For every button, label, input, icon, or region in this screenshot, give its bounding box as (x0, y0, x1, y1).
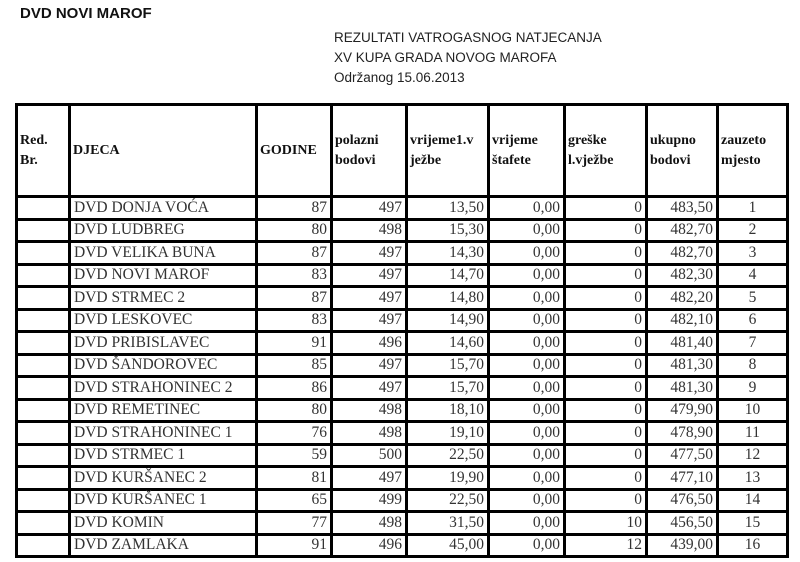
cell-red-br (17, 467, 70, 490)
cell-mjesto: 2 (718, 219, 788, 242)
cell-greske: 0 (565, 467, 647, 490)
cell-mjesto: 12 (718, 444, 788, 467)
cell-vrijeme-vjezbe: 15,30 (407, 219, 489, 242)
table-row (17, 444, 788, 467)
table-row (17, 467, 788, 490)
cell-red-br (17, 219, 70, 242)
table-header-row (17, 105, 788, 197)
cell-ukupno-bodovi: 478,90 (647, 422, 718, 445)
cell-greske: 0 (565, 242, 647, 265)
column-header-djeca: DJECA (70, 105, 257, 197)
header-text: bodovi (335, 152, 376, 168)
cell-team-name: DVD STRMEC 1 (70, 444, 257, 467)
cell-greske: 0 (565, 264, 647, 287)
cell-greske: 12 (565, 534, 647, 557)
cell-vrijeme-vjezbe: 14,90 (407, 309, 489, 332)
header-text: Br. (20, 152, 38, 168)
organization-title: DVD NOVI MAROF (20, 5, 152, 22)
cell-vrijeme-vjezbe: 13,50 (407, 197, 489, 220)
cell-polazni-bodovi: 497 (332, 197, 407, 220)
cell-team-name: DVD ŠANDOROVEC (70, 354, 257, 377)
cell-greske: 0 (565, 399, 647, 422)
column-header-zauzeto-mjesto (718, 105, 788, 197)
cell-greske: 0 (565, 332, 647, 355)
cell-vrijeme-vjezbe: 22,50 (407, 489, 489, 512)
header-text: ukupno (650, 132, 696, 148)
cell-polazni-bodovi: 497 (332, 467, 407, 490)
cell-ukupno-bodovi: 482,30 (647, 264, 718, 287)
subtitle-line-event: REZULTATI VATROGASNOG NATJECANJA (334, 30, 602, 45)
cell-ukupno-bodovi: 479,90 (647, 399, 718, 422)
table-row (17, 377, 788, 400)
header-text: Red. (20, 132, 48, 148)
cell-team-name: DVD STRMEC 2 (70, 287, 257, 310)
cell-mjesto: 15 (718, 512, 788, 535)
table-row (17, 489, 788, 512)
cell-red-br (17, 377, 70, 400)
column-header-ukupno-bodovi (647, 105, 718, 197)
cell-greske: 0 (565, 422, 647, 445)
cell-mjesto: 4 (718, 264, 788, 287)
cell-godine: 87 (257, 242, 332, 265)
header-text: vrijeme (492, 132, 538, 148)
cell-ukupno-bodovi: 481,40 (647, 332, 718, 355)
cell-vrijeme-vjezbe: 31,50 (407, 512, 489, 535)
table-row (17, 399, 788, 422)
cell-vrijeme-stafete: 0,00 (489, 197, 565, 220)
cell-team-name: DVD KURŠANEC 2 (70, 467, 257, 490)
cell-vrijeme-stafete: 0,00 (489, 332, 565, 355)
cell-mjesto: 8 (718, 354, 788, 377)
results-table (15, 103, 789, 558)
table-row (17, 422, 788, 445)
cell-vrijeme-stafete: 0,00 (489, 242, 565, 265)
cell-godine: 91 (257, 332, 332, 355)
cell-red-br (17, 287, 70, 310)
cell-team-name: DVD PRIBISLAVEC (70, 332, 257, 355)
cell-vrijeme-vjezbe: 22,50 (407, 444, 489, 467)
cell-godine: 87 (257, 197, 332, 220)
cell-team-name: DVD STRAHONINEC 2 (70, 377, 257, 400)
cell-vrijeme-vjezbe: 14,70 (407, 264, 489, 287)
column-header-red-br (17, 105, 70, 197)
cell-godine: 59 (257, 444, 332, 467)
table-row (17, 287, 788, 310)
cell-red-br (17, 309, 70, 332)
cell-vrijeme-stafete: 0,00 (489, 287, 565, 310)
cell-godine: 65 (257, 489, 332, 512)
cell-greske: 0 (565, 197, 647, 220)
cell-polazni-bodovi: 498 (332, 399, 407, 422)
header-text: l.vježbe (568, 152, 614, 168)
cell-vrijeme-stafete: 0,00 (489, 444, 565, 467)
table-row (17, 512, 788, 535)
cell-polazni-bodovi: 498 (332, 219, 407, 242)
cell-polazni-bodovi: 497 (332, 377, 407, 400)
table-row (17, 534, 788, 557)
cell-team-name: DVD LESKOVEC (70, 309, 257, 332)
cell-vrijeme-stafete: 0,00 (489, 512, 565, 535)
cell-red-br (17, 354, 70, 377)
header-text: zauzeto (721, 132, 767, 148)
cell-godine: 83 (257, 264, 332, 287)
cell-vrijeme-stafete: 0,00 (489, 309, 565, 332)
cell-ukupno-bodovi: 482,20 (647, 287, 718, 310)
column-header-vrijeme-stafete (489, 105, 565, 197)
cell-ukupno-bodovi: 477,10 (647, 467, 718, 490)
column-header-greske-vjezbe (565, 105, 647, 197)
cell-vrijeme-stafete: 0,00 (489, 399, 565, 422)
cell-vrijeme-stafete: 0,00 (489, 377, 565, 400)
cell-greske: 0 (565, 444, 647, 467)
cell-mjesto: 16 (718, 534, 788, 557)
cell-greske: 0 (565, 489, 647, 512)
header-text: polazni (335, 132, 379, 148)
table-row (17, 197, 788, 220)
cell-vrijeme-stafete: 0,00 (489, 422, 565, 445)
cell-polazni-bodovi: 497 (332, 264, 407, 287)
cell-mjesto: 5 (718, 287, 788, 310)
cell-team-name: DVD LUDBREG (70, 219, 257, 242)
cell-mjesto: 6 (718, 309, 788, 332)
column-header-godine: GODINE (257, 105, 332, 197)
cell-polazni-bodovi: 496 (332, 534, 407, 557)
cell-red-br (17, 534, 70, 557)
cell-red-br (17, 332, 70, 355)
cell-mjesto: 3 (718, 242, 788, 265)
cell-ukupno-bodovi: 481,30 (647, 377, 718, 400)
cell-mjesto: 7 (718, 332, 788, 355)
document-subtitle (334, 28, 602, 88)
cell-red-br (17, 197, 70, 220)
cell-vrijeme-stafete: 0,00 (489, 489, 565, 512)
cell-red-br (17, 242, 70, 265)
cell-mjesto: 10 (718, 399, 788, 422)
cell-vrijeme-vjezbe: 19,10 (407, 422, 489, 445)
cell-ukupno-bodovi: 456,50 (647, 512, 718, 535)
cell-polazni-bodovi: 498 (332, 512, 407, 535)
table-row (17, 242, 788, 265)
cell-greske: 0 (565, 309, 647, 332)
cell-vrijeme-vjezbe: 45,00 (407, 534, 489, 557)
cell-red-br (17, 264, 70, 287)
cell-vrijeme-vjezbe: 14,60 (407, 332, 489, 355)
cell-vrijeme-vjezbe: 18,10 (407, 399, 489, 422)
cell-vrijeme-stafete: 0,00 (489, 534, 565, 557)
header-text: vrijeme1.v (410, 132, 474, 148)
column-header-vrijeme-vjezbe (407, 105, 489, 197)
cell-greske: 10 (565, 512, 647, 535)
cell-ukupno-bodovi: 476,50 (647, 489, 718, 512)
cell-red-br (17, 444, 70, 467)
cell-vrijeme-vjezbe: 14,80 (407, 287, 489, 310)
cell-godine: 80 (257, 399, 332, 422)
table-row (17, 219, 788, 242)
cell-polazni-bodovi: 500 (332, 444, 407, 467)
cell-godine: 83 (257, 309, 332, 332)
cell-polazni-bodovi: 499 (332, 489, 407, 512)
cell-godine: 76 (257, 422, 332, 445)
cell-vrijeme-stafete: 0,00 (489, 219, 565, 242)
cell-greske: 0 (565, 219, 647, 242)
cell-ukupno-bodovi: 482,10 (647, 309, 718, 332)
header-text: mjesto (721, 152, 761, 168)
cell-ukupno-bodovi: 481,30 (647, 354, 718, 377)
header-text: bodovi (650, 152, 691, 168)
header-text: štafete (492, 152, 531, 168)
cell-red-br (17, 512, 70, 535)
cell-polazni-bodovi: 496 (332, 332, 407, 355)
cell-godine: 85 (257, 354, 332, 377)
cell-vrijeme-stafete: 0,00 (489, 467, 565, 490)
cell-ukupno-bodovi: 439,00 (647, 534, 718, 557)
cell-team-name: DVD STRAHONINEC 1 (70, 422, 257, 445)
cell-polazni-bodovi: 497 (332, 309, 407, 332)
cell-polazni-bodovi: 497 (332, 354, 407, 377)
cell-red-br (17, 422, 70, 445)
cell-team-name: DVD NOVI MAROF (70, 264, 257, 287)
table-row (17, 309, 788, 332)
subtitle-line-date: Održanog 15.06.2013 (334, 70, 465, 85)
subtitle-line-cup: XV KUPA GRADA NOVOG MAROFA (334, 50, 557, 65)
table-row (17, 354, 788, 377)
cell-vrijeme-vjezbe: 15,70 (407, 354, 489, 377)
cell-greske: 0 (565, 287, 647, 310)
cell-ukupno-bodovi: 482,70 (647, 219, 718, 242)
cell-polazni-bodovi: 498 (332, 422, 407, 445)
cell-mjesto: 13 (718, 467, 788, 490)
cell-vrijeme-stafete: 0,00 (489, 354, 565, 377)
cell-godine: 81 (257, 467, 332, 490)
cell-team-name: DVD KURŠANEC 1 (70, 489, 257, 512)
cell-mjesto: 9 (718, 377, 788, 400)
cell-ukupno-bodovi: 477,50 (647, 444, 718, 467)
cell-red-br (17, 489, 70, 512)
cell-vrijeme-stafete: 0,00 (489, 264, 565, 287)
table-body (17, 197, 788, 557)
cell-godine: 77 (257, 512, 332, 535)
table-row (17, 264, 788, 287)
cell-godine: 80 (257, 219, 332, 242)
cell-vrijeme-vjezbe: 15,70 (407, 377, 489, 400)
header-text: ježbe (410, 152, 442, 168)
cell-team-name: DVD VELIKA BUNA (70, 242, 257, 265)
cell-team-name: DVD DONJA VOĆA (70, 197, 257, 220)
cell-godine: 87 (257, 287, 332, 310)
header-text: greške (568, 132, 607, 148)
table-row (17, 332, 788, 355)
cell-red-br (17, 399, 70, 422)
cell-team-name: DVD KOMIN (70, 512, 257, 535)
column-header-polazni-bodovi (332, 105, 407, 197)
cell-mjesto: 1 (718, 197, 788, 220)
cell-vrijeme-vjezbe: 19,90 (407, 467, 489, 490)
cell-ukupno-bodovi: 483,50 (647, 197, 718, 220)
cell-ukupno-bodovi: 482,70 (647, 242, 718, 265)
cell-godine: 86 (257, 377, 332, 400)
cell-vrijeme-vjezbe: 14,30 (407, 242, 489, 265)
cell-greske: 0 (565, 354, 647, 377)
cell-team-name: DVD ZAMLAKA (70, 534, 257, 557)
cell-polazni-bodovi: 497 (332, 242, 407, 265)
cell-mjesto: 14 (718, 489, 788, 512)
cell-greske: 0 (565, 377, 647, 400)
cell-polazni-bodovi: 497 (332, 287, 407, 310)
cell-team-name: DVD REMETINEC (70, 399, 257, 422)
cell-mjesto: 11 (718, 422, 788, 445)
cell-godine: 91 (257, 534, 332, 557)
